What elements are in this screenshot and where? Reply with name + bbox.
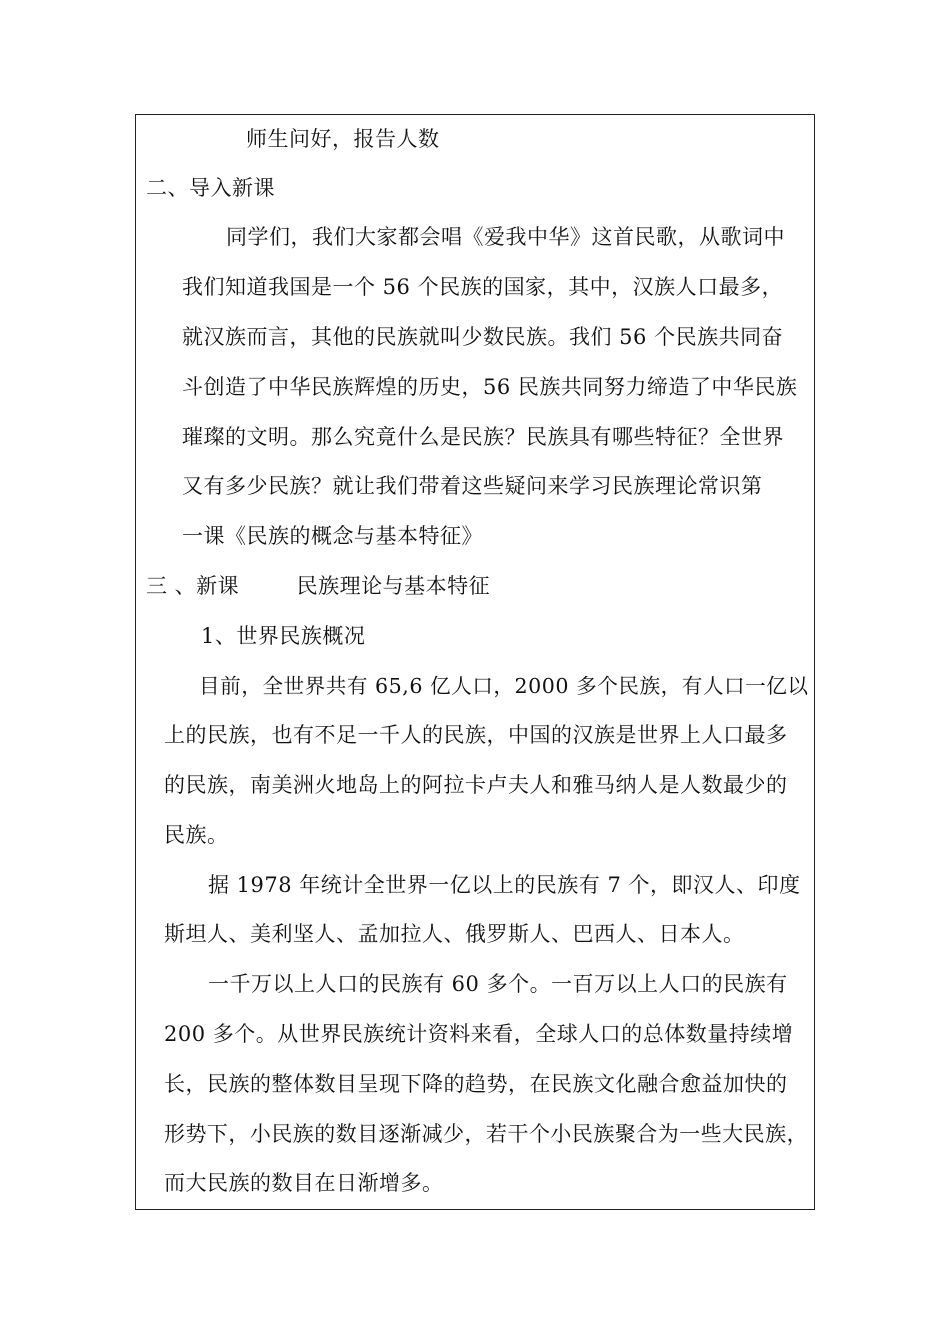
paragraph-line: 我们知道我国是一个 56 个民族的国家，其中，汉族人口最多， [182, 275, 784, 299]
paragraph-line: 200 多个。从世界民族统计资料来看，全球人口的总体数量持续增 [164, 1022, 794, 1046]
paragraph-line: 同学们，我们大家都会唱《爱我中华》这首民歌，从歌词中 [226, 225, 785, 249]
greeting-line: 师生问好，报告人数 [246, 127, 440, 151]
paragraph-line: 民族。 [164, 823, 229, 847]
paragraph-line: 长，民族的整体数目呈现下降的趋势，在民族文化融合愈益加快的 [164, 1072, 788, 1096]
paragraph-line: 而大民族的数目在日渐增多。 [164, 1171, 444, 1195]
section-heading-new-lesson: 三 、新课 民族理论与基本特征 [146, 574, 491, 598]
paragraph-line: 一千万以上人口的民族有 60 多个。一百万以上人口的民族有 [208, 972, 788, 996]
subsection-heading: 1、世界民族概况 [201, 624, 366, 648]
paragraph-line: 据 1978 年统计全世界一亿以上的民族有 7 个，即汉人、印度 [208, 873, 801, 897]
section-heading-intro: 二、导入新课 [146, 176, 275, 200]
paragraph-line: 形势下，小民族的数目逐渐减少，若干个小民族聚合为一些大民族， [164, 1122, 809, 1146]
paragraph-line: 目前，全世界共有 65,6 亿人口，2000 多个民族，有人口一亿以 [199, 674, 809, 698]
paragraph-line: 璀璨的文明。那么究竟什么是民族？民族具有哪些特征？全世界 [182, 425, 784, 449]
paragraph-line: 斯坦人、美利坚人、孟加拉人、俄罗斯人、巴西人、日本人。 [164, 922, 745, 946]
paragraph-line: 又有多少民族？就让我们带着这些疑问来学习民族理论常识第 [182, 474, 763, 498]
paragraph-line: 就汉族而言，其他的民族就叫少数民族。我们 56 个民族共同奋 [182, 325, 784, 349]
paragraph-line: 上的民族，也有不足一千人的民族，中国的汉族是世界上人口最多 [164, 723, 788, 747]
paragraph-line: 斗创造了中华民族辉煌的历史，56 民族共同努力缔造了中华民族 [182, 375, 798, 399]
paragraph-line: 一课《民族的概念与基本特征》 [182, 524, 483, 548]
paragraph-line: 的民族，南美洲火地岛上的阿拉卡卢夫人和雅马纳人是人数最少的 [164, 773, 788, 797]
